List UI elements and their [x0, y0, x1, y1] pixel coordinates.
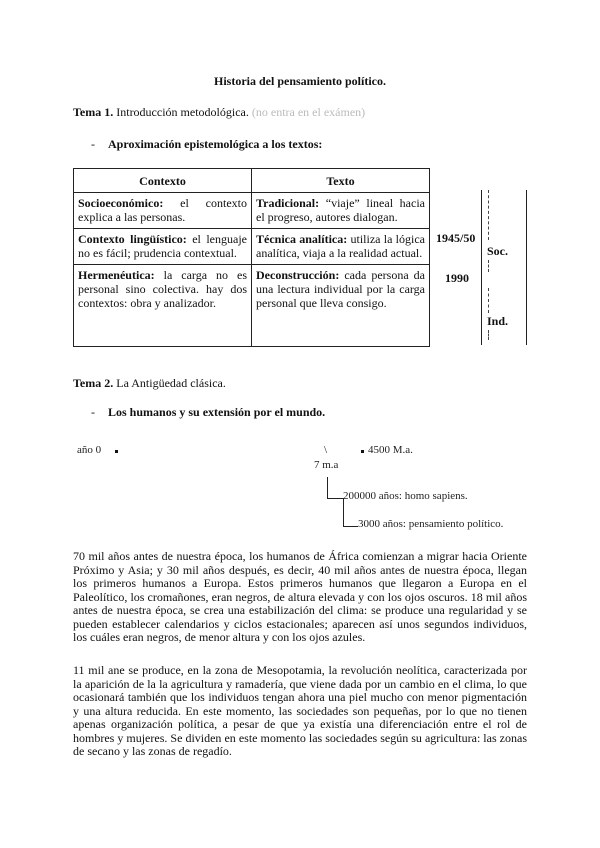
tema1-heading	[73, 105, 365, 120]
timeline-sapiens: 200000 años: homo sapiens.	[343, 490, 468, 502]
dashed-line	[488, 330, 489, 340]
bullet-dash: -	[91, 137, 95, 151]
bullet-text: Los humanos y su extensión por el mundo.	[108, 405, 326, 419]
timeline-dot	[115, 450, 118, 453]
timeline-7ma: 7 m.a	[314, 459, 339, 471]
cell-desc: el contexto explica a las personas.	[78, 196, 247, 224]
table-cell	[252, 229, 430, 265]
cell-term: Deconstrucción:	[256, 268, 340, 282]
timeline-mark: \	[324, 444, 328, 456]
table-cell	[252, 193, 430, 229]
cell-desc: cada persona da una lectura individual por la carga personal que lleva consigo.	[256, 268, 425, 310]
timeline-bracket	[343, 498, 358, 527]
year-1990: 1990	[445, 271, 469, 285]
timeline-start: año 0	[77, 444, 102, 456]
cell-desc: “viaje” lineal hacia el progreso, autores dialogan.	[256, 196, 425, 224]
header-contexto: Contexto	[74, 169, 252, 193]
cell-term: Socioeconómico:	[78, 196, 164, 210]
label-soc: Soc.	[487, 244, 508, 258]
cell-term: Contexto lingüístico:	[78, 232, 187, 246]
divider-line	[526, 190, 527, 345]
table-cell	[252, 265, 430, 347]
tema2-text: La Antigüedad clásica.	[116, 376, 226, 390]
cell-term: Hermenéutica:	[78, 268, 155, 282]
timeline-end: 4500 M.a.	[368, 444, 413, 456]
cell-desc: utiliza la lógica analítica, viaja a la realidad actual.	[256, 232, 426, 260]
tema1-text: Introducción metodológica.	[116, 105, 249, 119]
table-cell	[74, 193, 252, 229]
timeline-politico: 3000 años: pensamiento político.	[358, 518, 504, 530]
bullet-text: Aproximación epistemológica a los textos:	[108, 137, 323, 151]
dashed-line	[488, 190, 489, 240]
bullet-epistemologia	[91, 137, 322, 152]
year-1945: 1945/50	[436, 231, 476, 245]
cell-desc: la carga no es personal sino colectiva. hay dos contextos: obra y analizador.	[78, 268, 247, 310]
tema1-label: Tema 1.	[73, 105, 114, 119]
paragraph-2: 11 mil ane se produce, en la zona de Mesopotamia, la revolución neolítica, caracterizada por la aparición de la la agricultura y ramadería, que viene dada por un cambio en el clima, lo que ocasionará también que los individuos tengan ahora una piel mucho con menor pigmentación y una altura reducida. En este momento, las sociedades son pequeñas, por lo que no tienen apenas organización política, a pesar de que ya existía una diferenciación entre el rol de hombres y mujeres. Se dividen en este momento las sociedades según su agricultura: las zonas de secano y las zonas de regadío.	[73, 663, 527, 758]
dashed-line	[488, 288, 489, 313]
tema2-heading	[73, 376, 226, 391]
cell-desc: el lenguaje no es fácil; prudencia contextual.	[78, 232, 247, 260]
context-text-table	[73, 168, 430, 347]
cell-term: Técnica analítica:	[256, 232, 348, 246]
tema2-label: Tema 2.	[73, 376, 114, 390]
header-texto: Texto	[252, 169, 430, 193]
timeline-dot	[361, 450, 364, 453]
timeline-bracket	[327, 477, 344, 499]
table-cell	[74, 265, 252, 347]
cell-term: Tradicional:	[256, 196, 320, 210]
label-ind: Ind.	[487, 314, 509, 328]
table-cell	[74, 229, 252, 265]
dashed-line	[488, 260, 489, 272]
tema1-note: (no entra en el exámen)	[251, 105, 366, 119]
bullet-humanos	[91, 405, 325, 420]
bullet-dash: -	[91, 405, 95, 419]
document-title: Historia del pensamiento político.	[214, 74, 386, 88]
divider-line	[481, 190, 482, 345]
paragraph-1: 70 mil años antes de nuestra época, los humanos de África comienzan a migrar hacia Oriente Próximo y Asia; y 30 mil años después, es decir, 40 mil años antes de nuestra época, llegan los primeros humanos a Europa. Estos primeros humanos que llegaron a Europa en el Paleolítico, los cromañones, eran negros, de altura elevada y con los ojos oscuros. 18 mil años antes de nuestra época, se crea una estabilización del clima: se produce una regularidad y se pueden establecer calendarios y ciclos estacionales; aparecen así unos segundos individuos, los cuáles eran negros, de menor altura y con los ojos azules.	[73, 549, 527, 644]
